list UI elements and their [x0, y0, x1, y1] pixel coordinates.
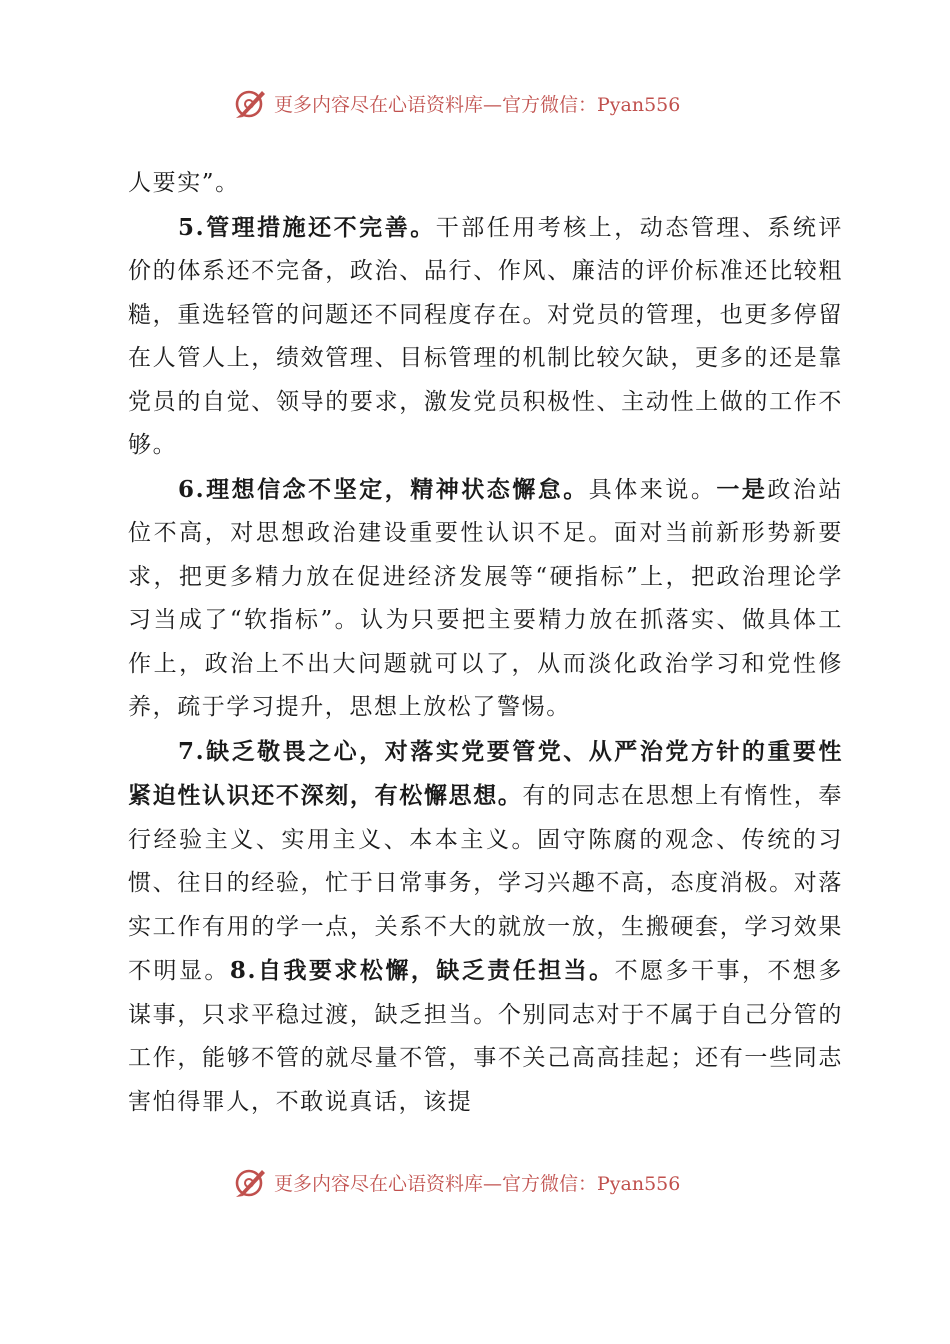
- heading-8: 8.自我要求松懈，缺乏责任担当。: [229, 957, 615, 984]
- document-body: [128, 162, 843, 1124]
- footer-banner-text: 更多内容尽在心语资料库—官方微信：Pyan556: [274, 1172, 681, 1195]
- paragraph-7-text-a: 有的同志在思想上有惰性，奉行经验主义、实用主义、本本主义。固守陈腐的观念、传统的习惯、往日的经验，忙于日常事务，学习兴趣不高，态度消极。对落实工作有用的学一点，关系不大的就放一放，生搬硬套，学习效果不明显。: [128, 783, 843, 984]
- heading-5: 5.管理措施还不完善。: [178, 213, 436, 241]
- pen-logo-icon: [232, 1164, 268, 1200]
- paragraph-6: [128, 468, 843, 730]
- paragraph-0: [128, 162, 843, 206]
- footer-banner: [232, 1162, 680, 1202]
- paragraph-8-text: 不愿多干事，不想多谋事，只求平稳过渡，缺乏担当。个别同志对于不属于自己分管的工作，能够不管的就尽量不管，事不关己高高挂起；还有一些同志害怕得罪人，不敢说真话，该提: [128, 958, 843, 1115]
- paragraph-6-bold-b: 一是: [716, 475, 768, 503]
- paragraph-5-text: 干部任用考核上，动态管理、系统评价的体系还不完备，政治、品行、作风、廉洁的评价标准还比较粗糙，重选轻管的问题还不同程度存在。对党员的管理，也更多停留在人管人上，绩效管理、目标管理的机制比较欠缺，更多的还是靠党员的自觉、领导的要求，激发党员积极性、主动性上做的工作不够。: [128, 214, 843, 458]
- pen-logo-icon: [232, 85, 268, 121]
- heading-6: 6.理想信念不坚定，精神状态懈怠。: [178, 475, 589, 503]
- paragraph-6-text-a: 具体来说。: [588, 476, 717, 503]
- header-banner-text: 更多内容尽在心语资料库—官方微信：Pyan556: [274, 93, 681, 116]
- heading-7: 7.缺乏敬畏之心，对落实党要管党、从严治党方针的重要性紧迫性认识还不深刻，有松懈思想。: [128, 737, 843, 809]
- paragraph-7: [128, 730, 843, 1125]
- paragraph-5: [128, 206, 843, 468]
- header-banner: [232, 83, 680, 123]
- paragraph-0-text: 人要实”。: [128, 170, 240, 196]
- paragraph-6-text-b: 政治站位不高，对思想政治建设重要性认识不足。面对当前新形势新要求，把更多精力放在促进经济发展等“硬指标”上，把政治理论学习当成了“软指标”。认为只要把主要精力放在抓落实、做具体工作上，政治上不出大问题就可以了，从而淡化政治学习和党性修养，疏于学习提升，思想上放松了警惕。: [128, 476, 843, 720]
